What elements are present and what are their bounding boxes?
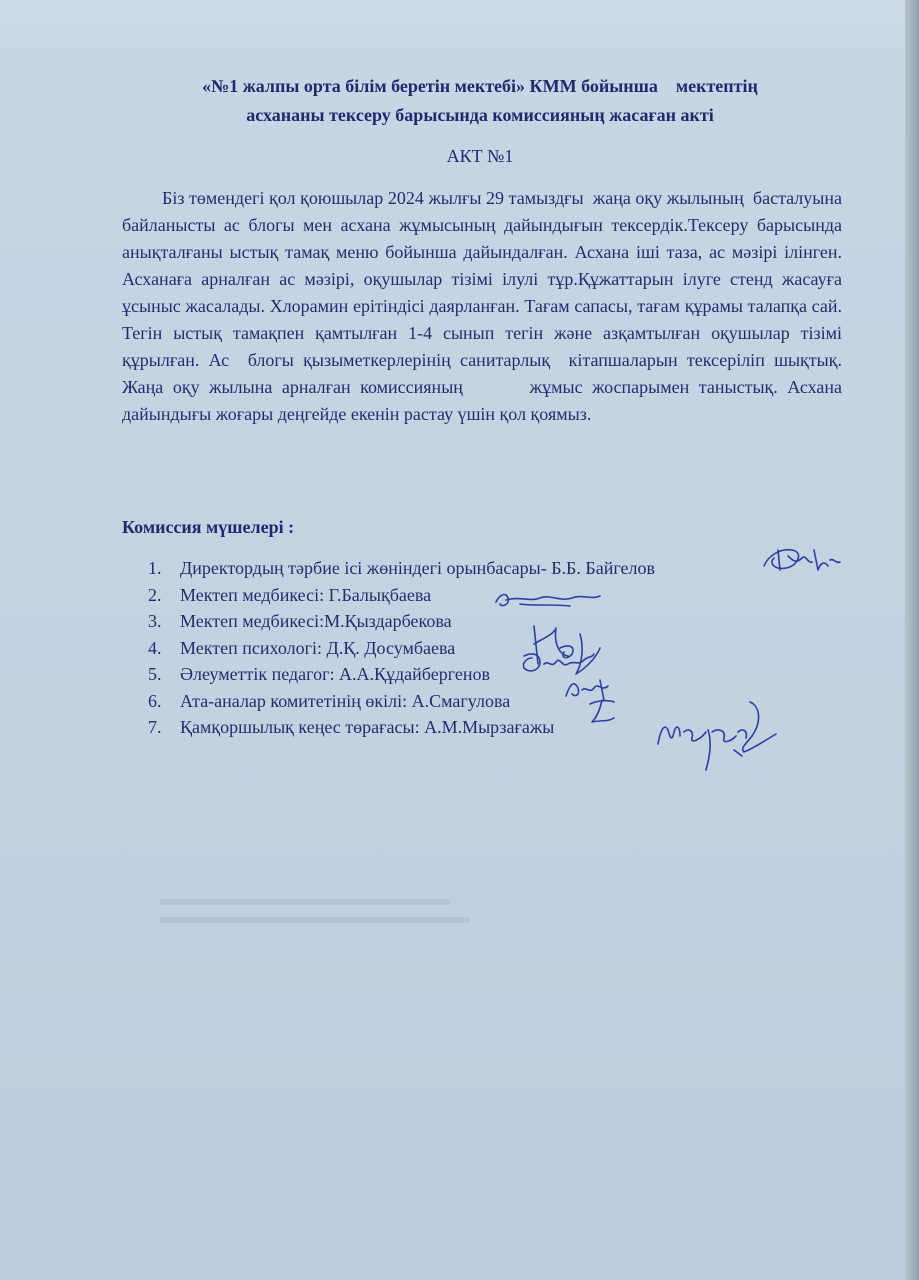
member-text: Ата-аналар комитетінің өкілі: А.Смагулова (180, 690, 511, 711)
bleed-marks (150, 890, 480, 930)
member-number: 3. (148, 611, 162, 631)
paper-edge (905, 0, 919, 1280)
member-number: 2. (148, 584, 162, 605)
member-item (148, 714, 655, 741)
member-text: Әлеуметтік педагог: А.А.Құдайбергенов (180, 664, 490, 684)
title-line-1: «№1 жалпы орта білім беретін мектебі» КММ бойынша мектептің (202, 76, 758, 96)
member-number: 1. (148, 558, 162, 578)
signature-1 (758, 536, 848, 584)
signature-7 (650, 692, 785, 774)
member-text: Мектеп психологі: Д.Қ. Досумбаева (180, 637, 456, 658)
member-text: Қамқоршылық кеңес төрағасы: А.М.Мырзағажы (180, 717, 555, 737)
member-item (148, 555, 655, 582)
signature-6 (584, 694, 620, 730)
act-body-text: Біз төмендегі қол қоюшылар 2024 жылғы 29 тамыздғы жаңа оқу жылының басталуына байланысты ас блогы мен асхана жұмысының дайындығын тексердік.Тексеру барысында анықталғаны ыстық тамақ меню бойынша дайындалған. Асхана іші таза, ас мәзірі ілінген. Асханаға арналған ас мәзірі, оқушылар тізімі ілулі тұр.Құжаттарын ілуге стенд жасауға ұсыныс жасалады. Хлорамин ерітіндісі даярланған. Тағам сапасы, тағам құрамы талапқа сай. Тегін ыстық тамақпен қамтылған 1-4 сынып тегін және азқамтылған оқушылар тізімі құрылған. Ас блогы қызыметкерлерінің санитарлық кітапшаларын тексеріліп шықтық. Жаңа оқу жылына арналған комиссияның жұмыс жоспарымен таныстық. Асхана дайындығы жоғары деңгейде екенін растау үшін қол қоямыз. (122, 188, 847, 424)
member-text: Мектеп медбикесі: Г.Балықбаева (180, 584, 432, 605)
reverse-side-bleed (150, 890, 480, 930)
member-number: 6. (148, 690, 162, 711)
commission-heading: Комиссия мүшелері : (122, 517, 295, 537)
act-number: АКТ №1 (446, 146, 514, 166)
document-title (120, 72, 840, 130)
member-number: 7. (148, 717, 162, 737)
member-text: Директордың тәрбие ісі жөніндегі орынбасары- Б.Б. Байгелов (180, 558, 655, 578)
title-line-2: асхананы тексеру барысында комиссияның жасаған акті (246, 105, 714, 125)
paper-shading (0, 0, 919, 60)
member-number: 4. (148, 637, 162, 658)
member-text: Мектеп медбикесі:М.Қыздарбекова (180, 611, 452, 631)
member-number: 5. (148, 664, 162, 684)
